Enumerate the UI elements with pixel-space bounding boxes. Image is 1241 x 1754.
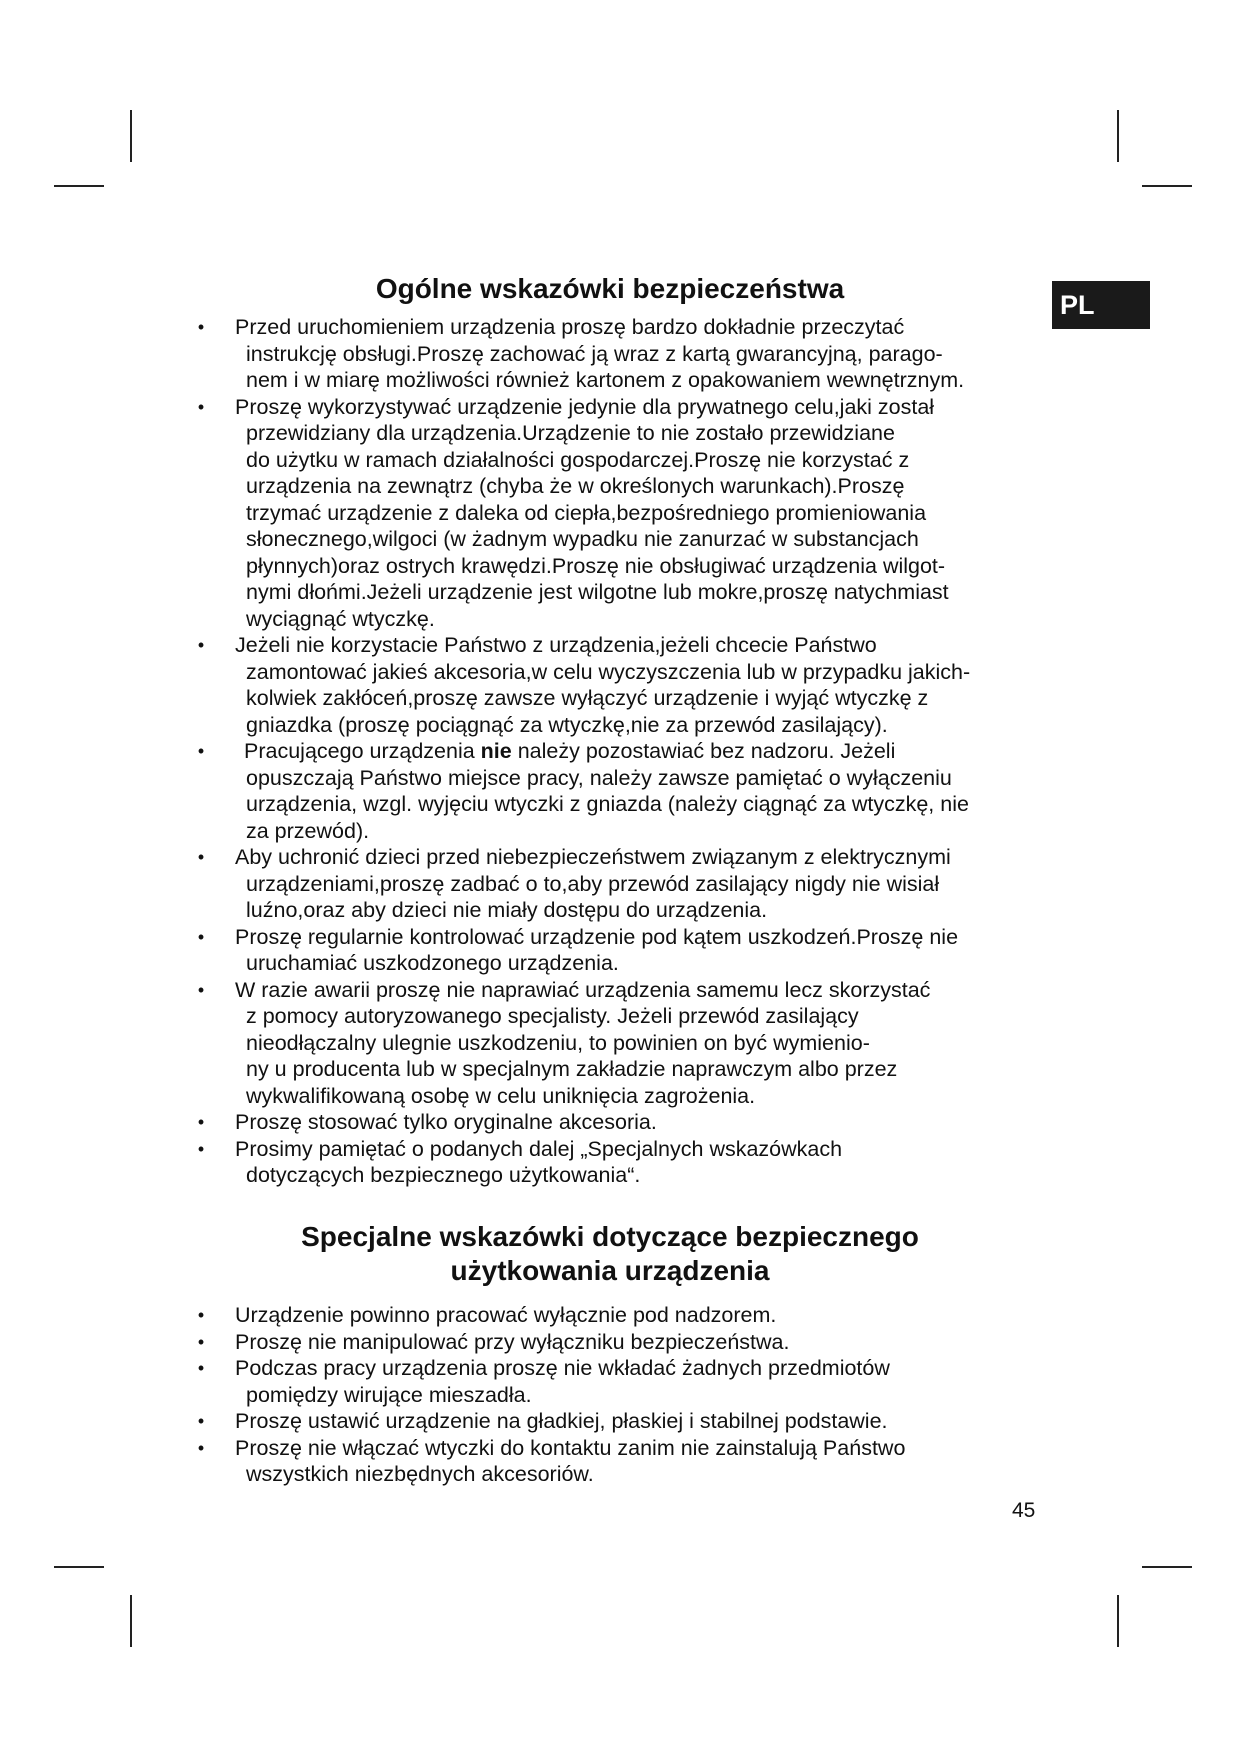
section-general-safety (195, 272, 1055, 1189)
list-item: • Urządzenie powinno pracować wyłącznie pod nadzorem. (197, 1303, 777, 1327)
section-title: Ogólne wskazówki bezpieczeństwa (375, 273, 845, 304)
list-item: • Podczas pracy urządzenia proszę nie wkładać żadnych przedmiotów pomiędzy wirujące mieszadła. (197, 1356, 890, 1407)
list-item: • Przed uruchomieniem urządzenia proszę bardzo dokładnie przeczytać instrukcję obsługi.Proszę zachować ją wraz z kartą gwarancyjną, parago- nem i w miarę możliwości również kartonem z opakowaniem wewnętrznym. (197, 315, 965, 392)
list-item: • Pracującego urządzenia nie należy pozostawiać bez nadzoru. Jeżeli opuszczają Państwo miejsce pracy, należy zawsze pamiętać o wyłączeniu urządzenia, wzgl. wyjęciu wtyczki z gniazda (należy ciągnąć za wtyczkę, nie za przewód). (197, 739, 969, 843)
crop-mark (130, 1595, 132, 1647)
list-item: • Jeżeli nie korzystacie Państwo z urządzenia,jeżeli chcecie Państwo zamontować jakieś akcesoria,w celu wyczyszczenia lub w przypadku jakich- kolwiek zakłóceń,proszę zawsze wyłączyć urządzenie i wyjąć wtyczkę z gniazdka (proszę pociągnąć za wtyczkę,nie za przewód zasilający). (197, 633, 971, 737)
crop-mark (54, 1566, 104, 1568)
crop-mark (1117, 110, 1119, 162)
section-special-safety (195, 1220, 1055, 1488)
language-tab: PL (1052, 281, 1150, 329)
crop-mark (1142, 1566, 1192, 1568)
crop-mark (130, 110, 132, 162)
crop-mark (1142, 185, 1192, 187)
crop-mark (1117, 1595, 1119, 1647)
crop-mark (54, 185, 104, 187)
list-item: • Proszę regularnie kontrolować urządzenie pod kątem uszkodzeń.Proszę nie uruchamiać uszkodzonego urządzenia. (197, 924, 959, 975)
page-number: 45 (1012, 1499, 1036, 1522)
list-item: • Prosimy pamiętać o podanych dalej „Specjalnych wskazówkach dotyczących bezpiecznego użytkowania“. (197, 1136, 843, 1187)
list-item: • Proszę nie włączać wtyczki do kontaktu zanim nie zainstalują Państwo wszystkich niezbędnych akcesoriów. (197, 1435, 906, 1486)
list-item: • Proszę ustawić urządzenie na gładkiej, płaskiej i stabilnej podstawie. (197, 1409, 888, 1433)
list-item: • Proszę nie manipulować przy wyłączniku bezpieczeństwa. (197, 1329, 790, 1354)
list-item: • W razie awarii proszę nie naprawiać urządzenia samemu lecz skorzystać z pomocy autoryzowanego specjalisty. Jeżeli przewód zasilający nieodłączalny ulegnie uszkodzeniu, to powinien on być wymienio- ny u producenta lub w specjalnym zakładzie naprawczym albo przez wykwalifikowaną osobę w celu uniknięcia zagrożenia. (197, 977, 931, 1108)
emphasis-text: nie (480, 739, 512, 763)
bullet-list (195, 314, 1055, 1189)
list-item: • Proszę wykorzystywać urządzenie jedynie dla prywatnego celu,jaki został przewidziany dla urządzenia.Urządzenie to nie zostało przewidziane do użytku w ramach działalności gospodarczej.Proszę nie korzystać z urządzenia na zewnątrz (chyba że w określonych warunkach).Proszę trzymać urządzenie z daleka od ciepła,bezpośredniego promieniowania słonecznego,wilgoci (w żadnym wypadku nie zanurzać w substancjach płynnych)oraz ostrych krawędzi.Proszę nie obsługiwać urządzenia wilgot- nymi dłońmi.Jeżeli urządzenie jest wilgotne lub mokre,proszę natychmiast wyciągnąć wtyczkę. (197, 394, 949, 631)
list-item: • Proszę stosować tylko oryginalne akcesoria. (197, 1110, 657, 1134)
bullet-list (195, 1302, 1055, 1488)
list-item: • Aby uchronić dzieci przed niebezpieczeństwem związanym z elektrycznymi urządzeniami,proszę zadbać o to,aby przewód zasilający nigdy nie wisiał luźno,oraz aby dzieci nie miały dostępu do urządzenia. (197, 845, 951, 922)
section-title: Specjalne wskazówki dotyczące bezpiecznego użytkowania urządzenia (301, 1221, 919, 1286)
